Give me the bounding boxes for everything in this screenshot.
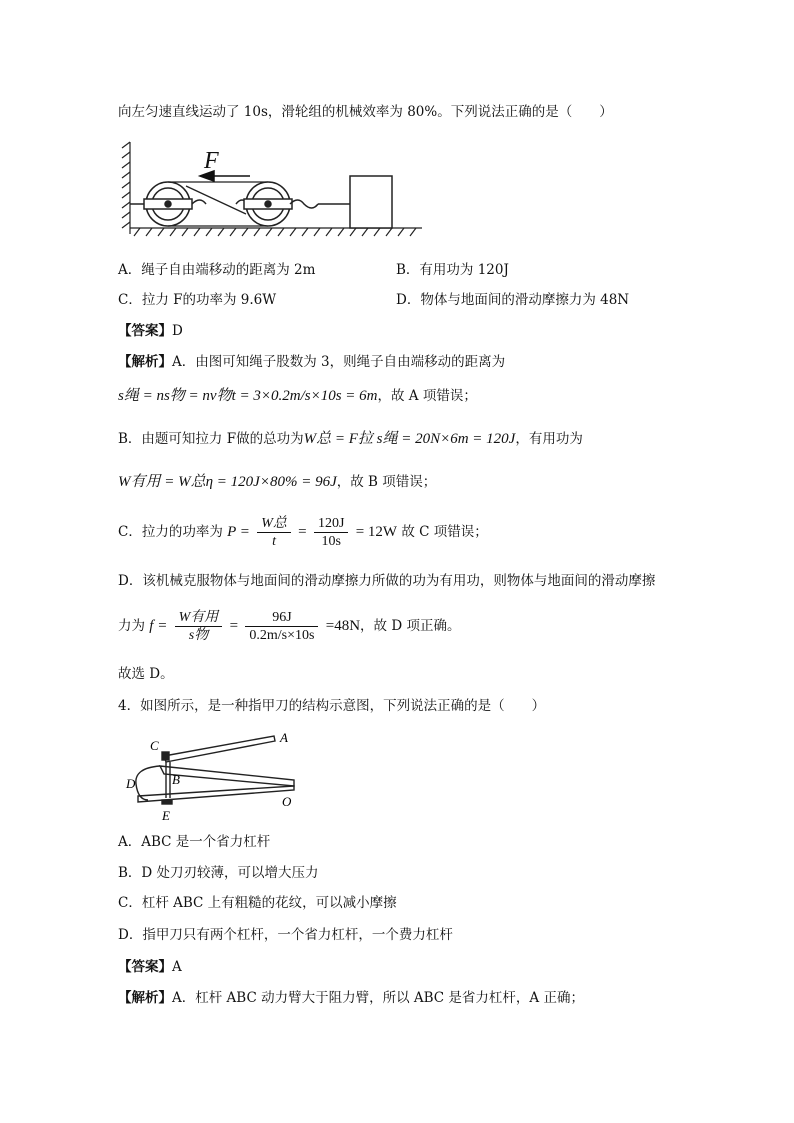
answer-value: A xyxy=(172,959,182,975)
q3-conclusion: 故选 D。 xyxy=(118,666,174,682)
pin xyxy=(162,752,169,760)
q3-option-b: B．有用功为 120J xyxy=(396,262,509,278)
q3-analysis-d2: 力为 f = $\frac{\text{W有用}}{\text{s物}}$ = $\frac{96J}{0.2m/s\times 10s}$ =48N，故 D 项正确。 xyxy=(118,609,461,643)
label-a: A xyxy=(280,730,288,745)
q3-formula-b2: W有用 = W总η = 120J×80% = 96J，故 B 项错误； xyxy=(118,474,437,490)
label-o: O xyxy=(282,794,292,809)
base-e xyxy=(162,800,172,804)
fraction: $\frac{\text{W总}}{t}$ xyxy=(257,516,291,550)
analysis-tag: 【解析】 xyxy=(118,990,172,1006)
label-c: C xyxy=(150,738,159,753)
q3-analysis-b1: B．由题可知拉力 F做的总功为W总 = F拉 s绳 = 20N×6m = 120J，有用功为 xyxy=(118,431,583,447)
answer-tag: 【答案】 xyxy=(118,959,172,975)
q3-option-d: D．物体与地面间的滑动摩擦力为 48N xyxy=(396,292,630,308)
q3-option-a: A．绳子自由端移动的距离为 2m xyxy=(118,262,316,278)
nail-clipper-figure xyxy=(124,728,300,824)
q4-option-a: A．ABC 是一个省力杠杆 xyxy=(118,834,271,850)
fraction: $\frac{\text{W有用}}{\text{s物}}$ xyxy=(175,610,223,644)
lever-abc xyxy=(164,736,275,762)
upper-jaw xyxy=(160,766,294,786)
q3-analysis-c: C．拉力的功率为 P = $\frac{\text{W总}}{t}$ = $\frac{120J}{10s}$ = 12W 故 C 项错误； xyxy=(118,515,488,549)
q3-answer-line xyxy=(118,322,183,340)
label-e: E xyxy=(162,808,170,823)
moving-pulley xyxy=(236,182,350,226)
q3-option-c: C．拉力 F的功率为 9.6W xyxy=(118,292,277,308)
q3-intro: 向左匀速直线运动了 10s，滑轮组的机械效率为 80%。下列说法正确的是（ ） xyxy=(118,104,613,120)
q4-option-c: C．杠杆 ABC 上有粗糙的花纹，可以减小摩擦 xyxy=(118,895,397,911)
force-label: F xyxy=(204,148,219,174)
label-b: B xyxy=(172,772,180,787)
q4-stem: 4．如图所示，是一种指甲刀的结构示意图，下列说法正确的是（ ） xyxy=(118,698,546,714)
block xyxy=(350,176,392,228)
fraction: $\frac{96J}{0.2m/s\times 10s}$ xyxy=(245,610,318,644)
fraction: $\frac{120J}{10s}$ xyxy=(314,516,348,550)
q3-analysis-d1: D．该机械克服物体与地面间的滑动摩擦力所做的功为有用功，则物体与地面间的滑动摩擦 xyxy=(118,573,656,589)
q4-answer-line xyxy=(118,958,182,976)
q4-option-b: B．D 处刀刃较薄，可以增大压力 xyxy=(118,865,319,881)
label-d: D xyxy=(126,776,136,791)
answer-value: D xyxy=(172,323,183,339)
pulley-figure xyxy=(118,136,428,242)
analysis-tag: 【解析】 xyxy=(118,354,172,370)
q3-analysis-a: 【解析】A．由图可知绳子股数为 3，则绳子自由端移动的距离为 xyxy=(118,354,506,370)
fixed-pulley xyxy=(130,182,206,226)
wall xyxy=(122,142,130,234)
ground xyxy=(130,228,422,236)
q4-option-d: D．指甲刀只有两个杠杆，一个省力杠杆，一个费力杠杆 xyxy=(118,927,453,943)
q4-analysis-a: 【解析】A．杠杆 ABC 动力臂大于阻力臂，所以 ABC 是省力杠杆，A 正确； xyxy=(118,990,584,1006)
answer-tag: 【答案】 xyxy=(118,323,172,339)
q3-formula-a: s绳 = ns物 = nv物t = 3×0.2m/s×10s = 6m，故 A 项错误； xyxy=(118,388,477,404)
